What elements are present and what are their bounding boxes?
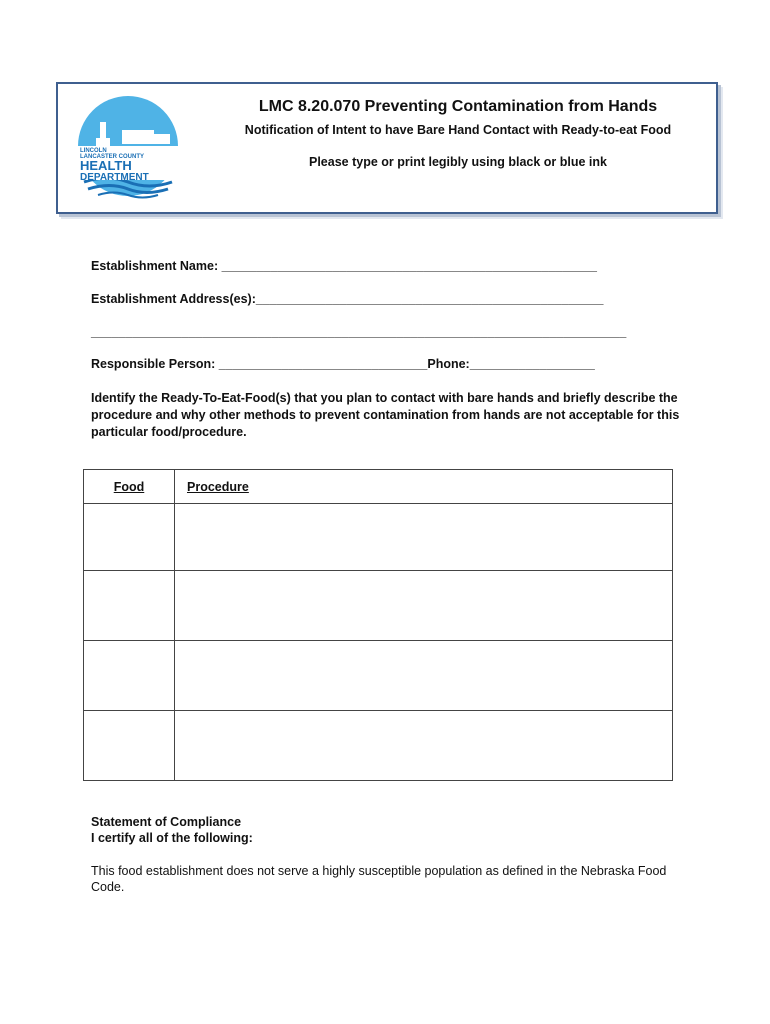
health-department-logo — [72, 94, 184, 200]
procedure-cell[interactable] — [175, 504, 673, 571]
food-cell[interactable] — [84, 571, 175, 641]
procedure-column-header: Procedure — [175, 470, 673, 504]
certification-item: This food establishment does not serve a highly susceptible population as defined in the Nebraska Food Code. — [91, 864, 667, 894]
food-procedure-table — [83, 469, 673, 781]
table-row — [84, 711, 673, 781]
ink-note: Please type or print legibly using black or blue ink — [309, 155, 607, 169]
instructions-text: Identify the Ready-To-Eat-Food(s) that you plan to contact with bare hands and briefly describe the procedure and why other methods to prevent contamination from hands are not acceptable for this particular food/procedure. — [91, 391, 680, 439]
form-subtitle: Notification of Intent to have Bare Hand Contact with Ready-to-eat Food — [244, 123, 672, 137]
statement-of-compliance — [91, 814, 253, 846]
logo-line-1: LINCOLN — [80, 148, 107, 154]
food-column-header: Food — [84, 470, 175, 504]
responsible-person-field[interactable]: Responsible Person: ______________________________Phone:__________________ — [91, 357, 595, 371]
table-row — [84, 641, 673, 711]
statement-heading: Statement of Compliance — [91, 815, 242, 829]
table-row — [84, 504, 673, 571]
procedure-cell[interactable] — [175, 711, 673, 781]
establishment-name-field[interactable]: Establishment Name: ______________________________________________________ — [91, 259, 597, 273]
logo-line-2: LANCASTER COUNTY — [80, 154, 144, 160]
table-row — [84, 571, 673, 641]
logo-line-3: HEALTH — [80, 158, 132, 173]
form-title: LMC 8.20.070 Preventing Contamination from Hands — [258, 98, 658, 115]
food-cell[interactable] — [84, 711, 175, 781]
header-text — [218, 98, 698, 169]
procedure-cell[interactable] — [175, 641, 673, 711]
establishment-address-line2[interactable]: _____________________________________________________________________________ — [91, 325, 627, 339]
form-header — [56, 82, 718, 214]
statement-subheading: I certify all of the following: — [91, 831, 253, 845]
food-cell[interactable] — [84, 504, 175, 571]
logo-line-4: DEPARTMENT — [80, 172, 149, 183]
food-cell[interactable] — [84, 641, 175, 711]
procedure-cell[interactable] — [175, 571, 673, 641]
establishment-address-field[interactable]: Establishment Address(es):__________________________________________________ — [91, 292, 604, 306]
